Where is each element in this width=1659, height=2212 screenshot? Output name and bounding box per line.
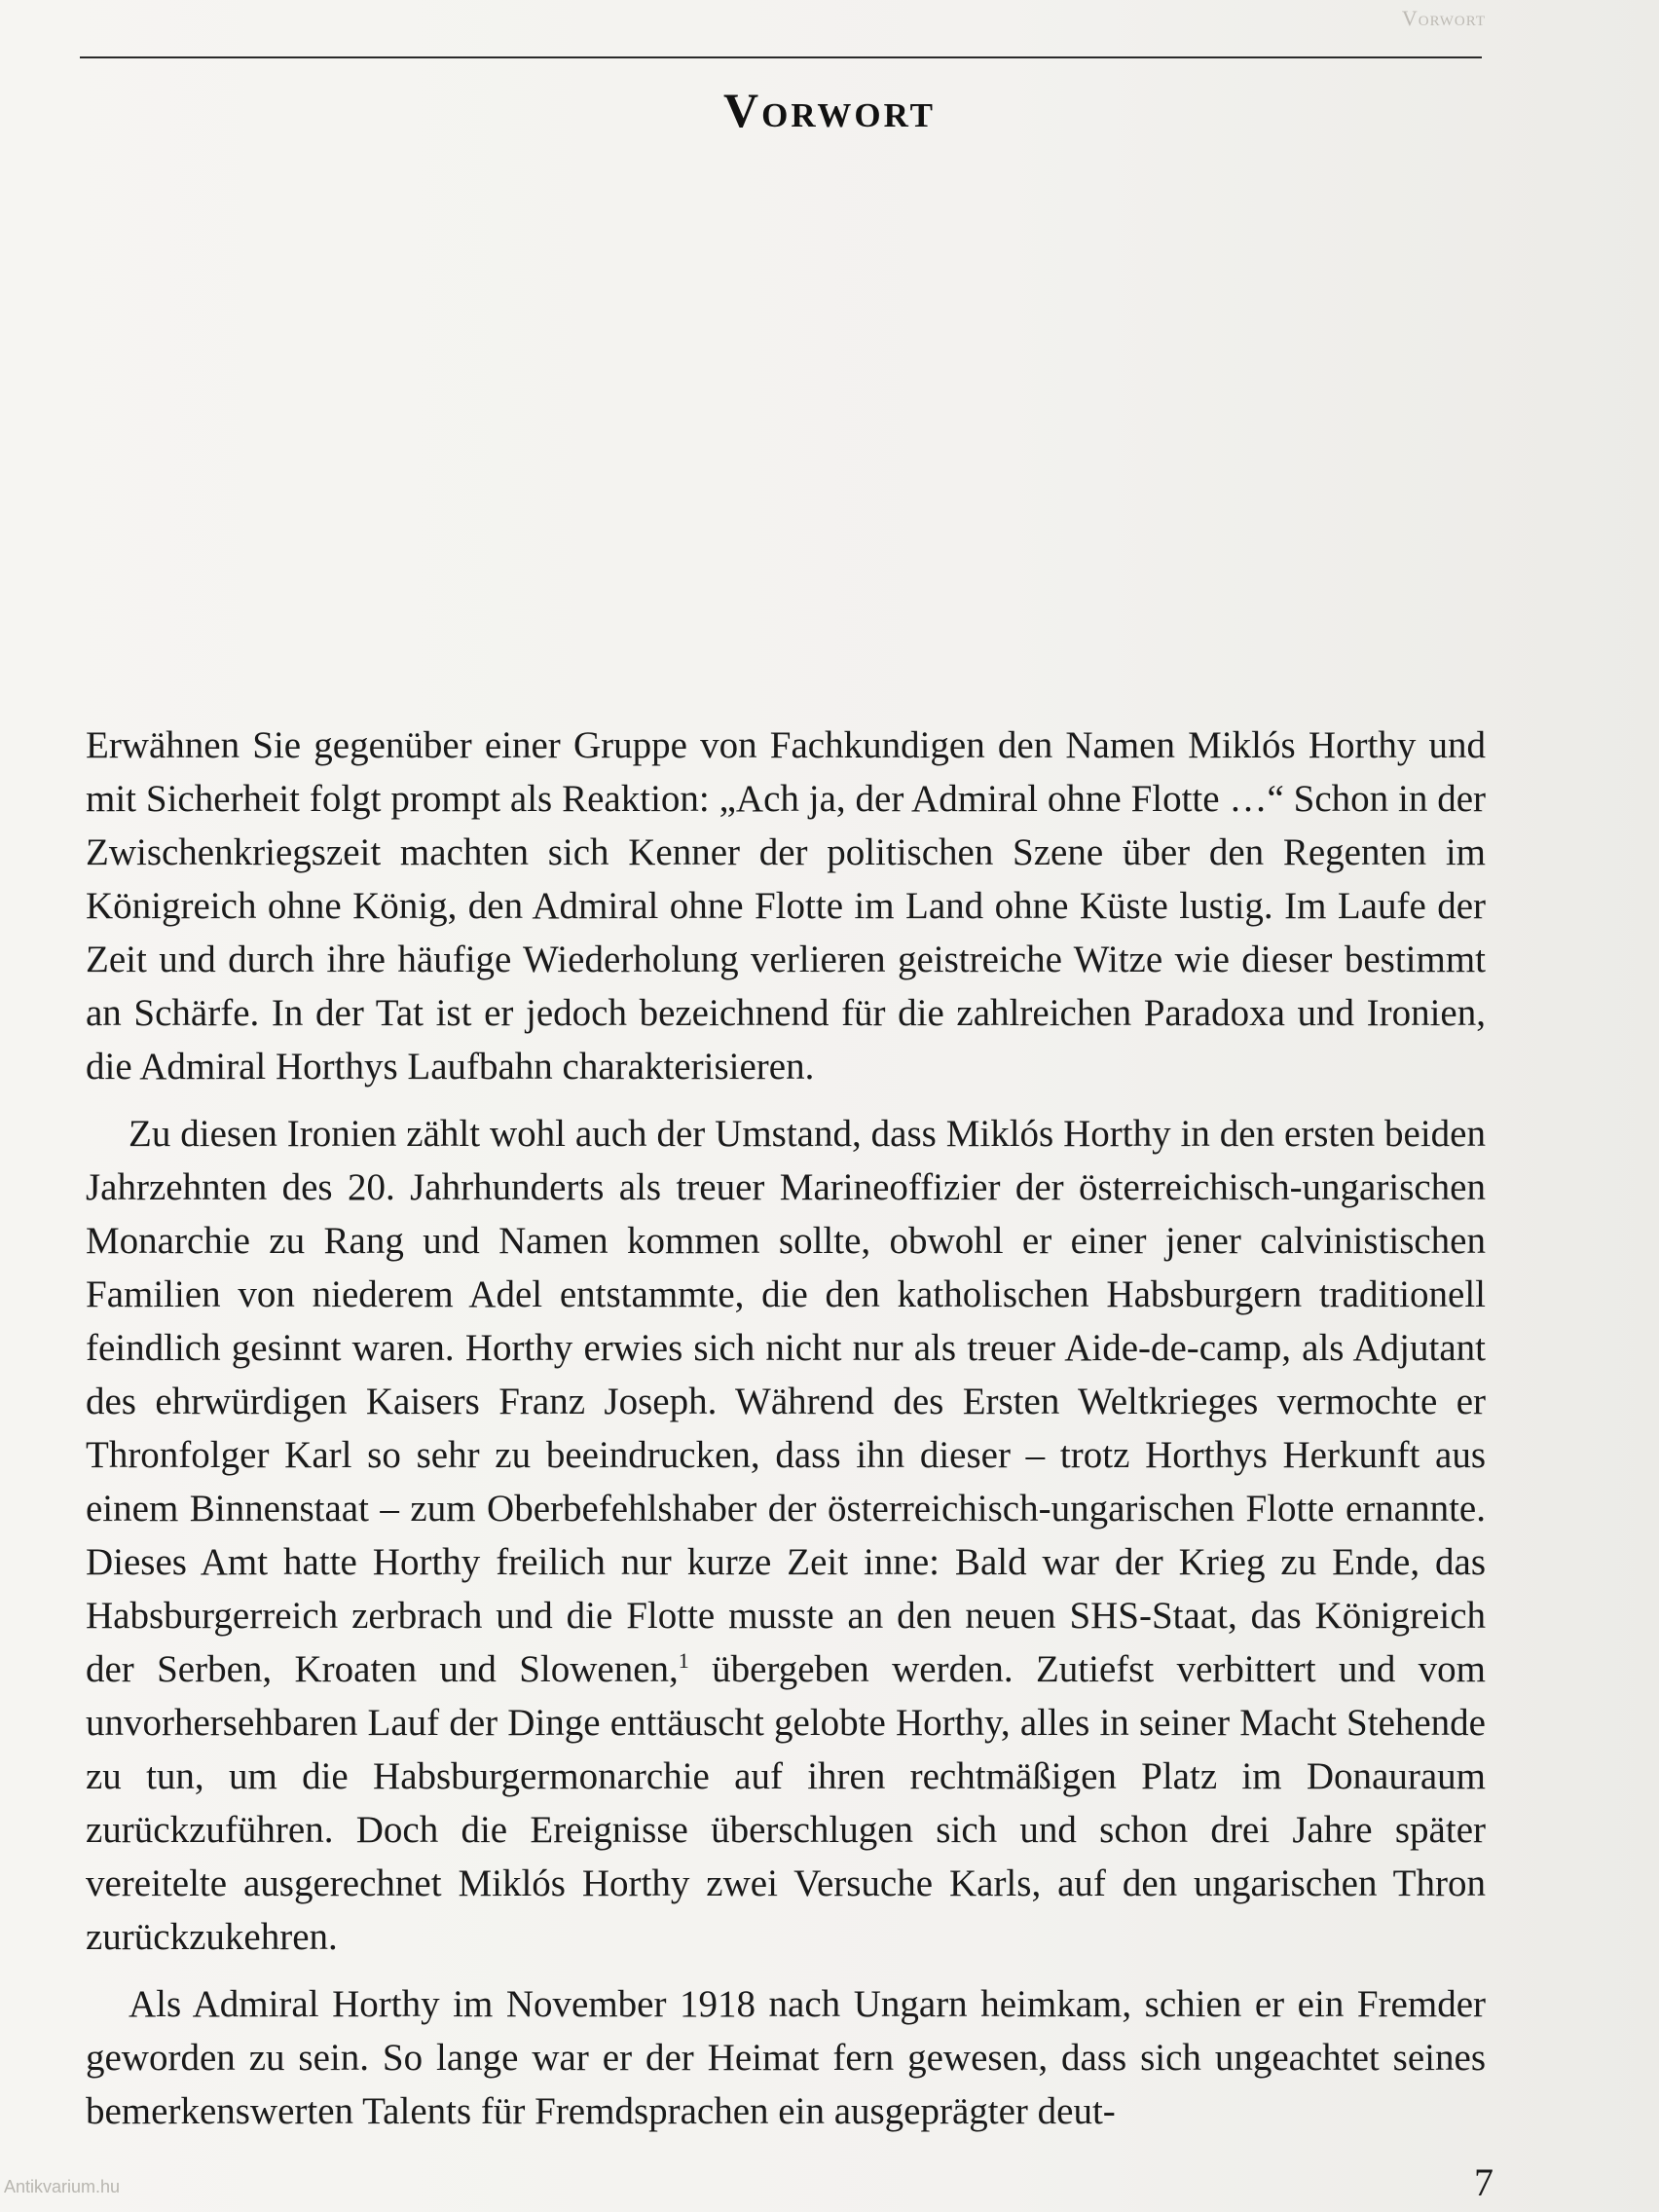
page-number: 7	[1474, 2160, 1493, 2204]
footnote-reference[interactable]: 1	[678, 1648, 689, 1673]
body-text	[86, 719, 1486, 2138]
paragraph-text: Erwähnen Sie gegenüber einer Gruppe von Fachkundigen den Namen Miklós Horthy und mit Sicherheit folgt prompt als Reaktion: „Ach ja, der Admiral ohne Flotte …“ Schon in der Zwischenkriegszeit machten sich Kenner der politischen Szene über den Regenten im Königreich ohne König, den Admiral ohne Flotte im Land ohne Küste lustig. Im Laufe der Zeit und durch ihre häufige Wiederholung verlieren geistreiche Witze wie dieser bestimmt an Schärfe. In der Tat ist er jedoch bezeichnend für die zahlreichen Paradoxa und Ironien, die Admiral Horthys Laufbahn charakterisieren.	[86, 724, 1486, 1088]
chapter-title: Vorwort	[723, 83, 936, 137]
paragraph-text: Zu diesen Ironien zählt wohl auch der Umstand, dass Miklós Horthy in den ersten beiden Jahrzehnten des 20. Jahrhunderts als treuer Marineoffizier der österreichisch-ungarischen Monarchie zu Rang und Namen kommen sollte, obwohl er einer jener calvinistischen Familien von niederem Adel entstammte, die den katholischen Habsburgern traditionell feindlich gesinnt waren. Horthy erwies sich nicht nur als treuer Aide-de-camp, als Adjutant des ehrwürdigen Kaisers Franz Joseph. Während des Ersten Weltkrieges vermochte er Thronfolger Karl so sehr zu beeindrucken, dass ihn dieser – trotz Horthys Herkunft aus einem Binnenstaat – zum Oberbefehlshaber der österreichisch-ungarischen Flotte ernannte. Dieses Amt hatte Horthy freilich nur kurze Zeit inne: Bald war der Krieg zu Ende, das Habsburgerreich zerbrach und die Flotte musste an den neuen SHS-Staat, das Königreich der Serben, Kroaten und Slowenen,	[86, 1113, 1486, 1690]
paragraph-text: Als Admiral Horthy im November 1918 nach Ungarn heimkam, schien er ein Fremder geworden zu sein. So lange war er der Heimat fern gewesen, dass sich ungeachtet seines bemerkenswerten Talents für Fremdsprachen ein ausgeprägter deut-	[86, 1983, 1486, 2132]
paragraph-2	[86, 1107, 1486, 1964]
header-rule	[80, 56, 1482, 58]
show-through-texture	[82, 76, 1484, 699]
paragraph-text: übergeben werden. Zutiefst verbittert und vom unvorhersehbaren Lauf der Dinge enttäuscht gelobte Horthy, alles in seiner Macht Stehende zu tun, um die Habsburgermonarchie auf ihren rechtmäßigen Platz im Donauraum zurückzuführen. Doch die Ereignisse überschlugen sich und schon drei Jahre später vereitelte ausgerechnet Miklós Horthy zwei Versuche Karls, auf den ungarischen Thron zurückzukehren.	[86, 1648, 1486, 1958]
paragraph-1	[86, 719, 1486, 1093]
paragraph-3	[86, 1977, 1486, 2138]
running-head: Vorwort	[1401, 6, 1486, 30]
watermark: Antikvarium.hu	[4, 2177, 121, 2196]
